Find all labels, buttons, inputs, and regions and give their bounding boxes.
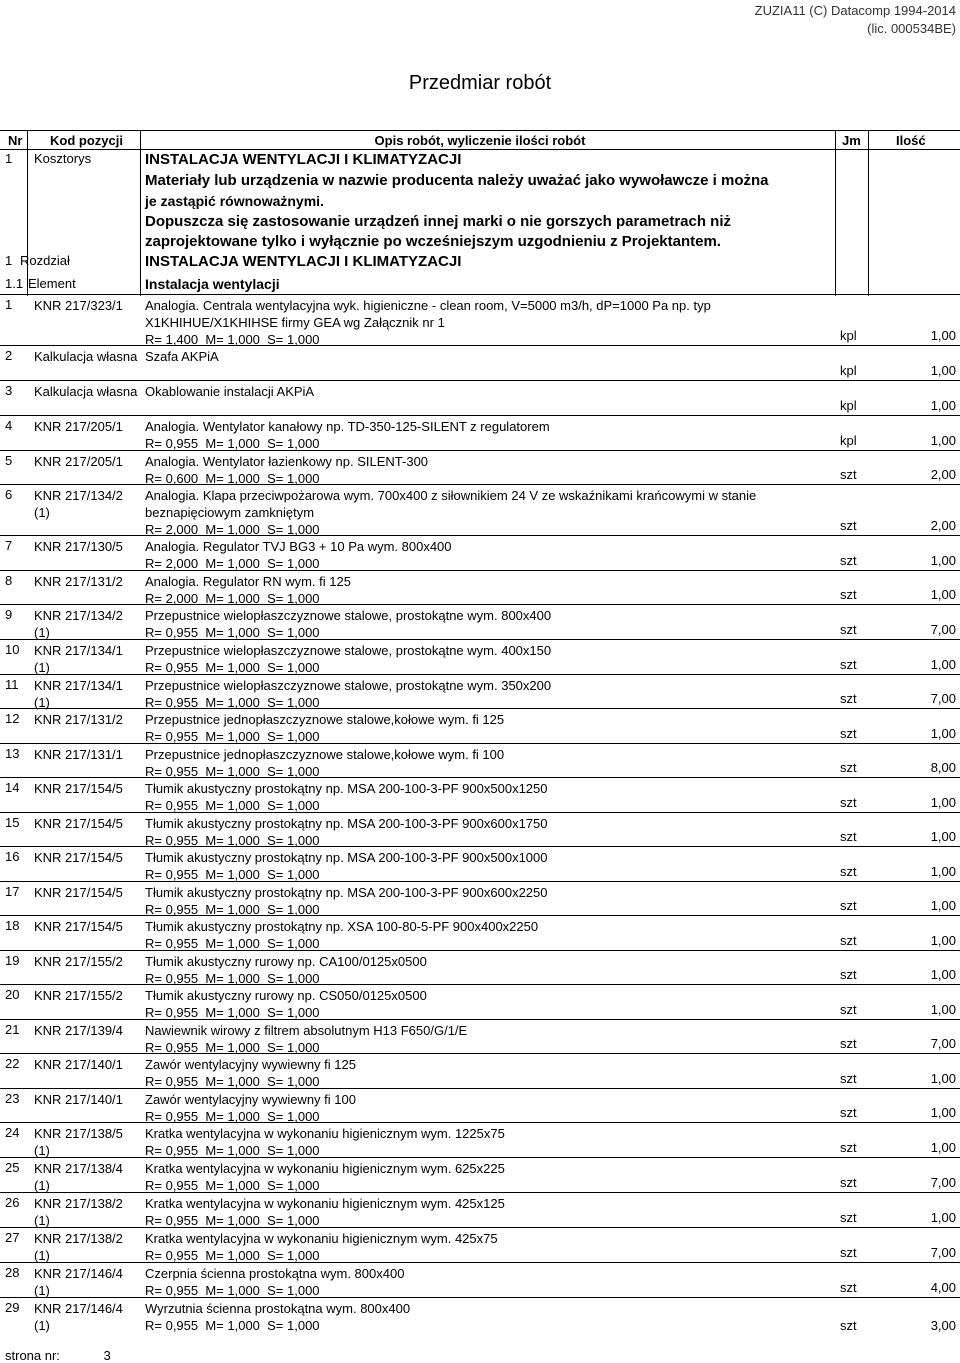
item-kod: KNR 217/205/1 xyxy=(34,454,123,469)
table-row xyxy=(0,450,960,485)
item-nr: 2 xyxy=(5,348,13,363)
table-row xyxy=(0,484,960,536)
page-label: strona nr: xyxy=(5,1348,60,1363)
item-ilosc: 4,00 xyxy=(930,1280,956,1295)
item-kod: KNR 217/131/2 xyxy=(34,712,123,727)
item-jm: szt xyxy=(840,1245,857,1260)
item-opis: Analogia. Centrala wentylacyjna wyk. higieniczne - clean room, V=5000 m3/h, dP=1000 Pa np. typ X1KHIHUE/X1KHIHSE firmy GEA wg Załącznik nr 1 xyxy=(145,298,711,330)
table-row xyxy=(0,984,960,1020)
kosztorys-section xyxy=(0,149,960,249)
item-nr: 1 xyxy=(5,297,13,312)
item-jm: szt xyxy=(840,1036,857,1051)
item-kod: KNR 217/138/5 (1) xyxy=(34,1126,123,1158)
page-footer xyxy=(5,1348,111,1363)
item-calc: R= 0,955 M= 1,000 S= 1,000 xyxy=(145,695,320,710)
item-nr: 6 xyxy=(5,487,13,502)
item-nr: 21 xyxy=(5,1022,20,1037)
kosztorys-note-2a: Dopuszcza się zastosowanie urządzeń innej marki o nie gorszych parametrach niż xyxy=(145,213,732,230)
item-kod: KNR 217/154/5 xyxy=(34,919,123,934)
item-jm: szt xyxy=(840,657,857,672)
item-opis: Kratka wentylacyjna w wykonaniu higienicznym wym. 425x125 xyxy=(145,1196,505,1211)
item-opis: Tłumik akustyczny prostokątny np. MSA 200-100-3-PF 900x500x1250 xyxy=(145,781,548,796)
item-ilosc: 1,00 xyxy=(930,898,956,913)
table-row xyxy=(0,1088,960,1123)
item-ilosc: 1,00 xyxy=(930,433,956,448)
item-jm: szt xyxy=(840,795,857,810)
item-opis: Tłumik akustyczny rurowy np. CA100/0125x0500 xyxy=(145,954,427,969)
item-jm: szt xyxy=(840,1210,857,1225)
item-ilosc: 1,00 xyxy=(930,933,956,948)
item-ilosc: 1,00 xyxy=(930,363,956,378)
item-nr: 7 xyxy=(5,538,13,553)
item-kod: KNR 217/155/2 xyxy=(34,988,123,1003)
table-row xyxy=(0,743,960,778)
item-calc: R= 0,600 M= 1,000 S= 1,000 xyxy=(145,471,320,486)
rozdzial-kod: Rozdział xyxy=(20,253,70,268)
item-ilosc: 2,00 xyxy=(930,518,956,533)
table-row xyxy=(0,1192,960,1228)
element-section xyxy=(0,273,960,295)
table-row xyxy=(0,1157,960,1193)
item-calc: R= 0,955 M= 1,000 S= 1,000 xyxy=(145,833,320,848)
program-line-2: (lic. 000534BE) xyxy=(867,21,956,36)
item-calc: R= 0,955 M= 1,000 S= 1,000 xyxy=(145,764,320,779)
item-jm: szt xyxy=(840,1318,857,1333)
item-opis: Wyrzutnia ścienna prostokątna wym. 800x400 xyxy=(145,1301,411,1316)
item-nr: 26 xyxy=(5,1195,20,1210)
item-calc: R= 0,955 M= 1,000 S= 1,000 xyxy=(145,1143,320,1158)
col-jm: Jm xyxy=(842,133,861,148)
item-calc: R= 1,400 M= 1,000 S= 1,000 xyxy=(145,332,320,347)
item-kod: KNR 217/134/1 (1) xyxy=(34,678,123,710)
item-opis: Tłumik akustyczny rurowy np. CS050/0125x0500 xyxy=(145,988,427,1003)
item-kod: Kalkulacja własna xyxy=(34,384,138,399)
item-kod: KNR 217/138/4 (1) xyxy=(34,1161,123,1193)
item-nr: 4 xyxy=(5,418,13,433)
item-ilosc: 1,00 xyxy=(930,726,956,741)
col-nr: Nr xyxy=(8,133,23,148)
table-row xyxy=(0,1227,960,1263)
item-nr: 22 xyxy=(5,1056,20,1071)
item-jm: szt xyxy=(840,864,857,879)
item-kod: KNR 217/138/2 (1) xyxy=(34,1196,123,1228)
item-calc: R= 0,955 M= 1,000 S= 1,000 xyxy=(145,625,320,640)
item-calc: R= 0,955 M= 1,000 S= 1,000 xyxy=(145,798,320,813)
kosztorys-nr: 1 xyxy=(5,151,13,166)
item-calc: R= 0,955 M= 1,000 S= 1,000 xyxy=(145,936,320,951)
item-jm: szt xyxy=(840,967,857,982)
rozdzial-title: INSTALACJA WENTYLACJI I KLIMATYZACJI xyxy=(145,253,462,270)
table-row xyxy=(0,881,960,916)
item-kod: KNR 217/131/1 xyxy=(34,747,123,762)
item-nr: 29 xyxy=(5,1300,20,1315)
item-opis: Czerpnia ścienna prostokątna wym. 800x400 xyxy=(145,1266,405,1281)
kosztorys-note-1b: je zastąpić równoważnymi. xyxy=(145,193,324,209)
item-opis: Przepustnice jednopłaszczyznowe stalowe,kołowe wym. fi 125 xyxy=(145,712,505,727)
item-nr: 14 xyxy=(5,780,20,795)
item-opis: Analogia. Regulator RN wym. fi 125 xyxy=(145,574,351,589)
table-row xyxy=(0,604,960,640)
program-info xyxy=(755,2,956,38)
item-kod: KNR 217/134/1 (1) xyxy=(34,643,123,675)
item-jm: szt xyxy=(840,1175,857,1190)
item-opis: Szafa AKPiA xyxy=(145,349,219,364)
element-nr: 1.1 xyxy=(5,276,24,291)
item-nr: 13 xyxy=(5,746,20,761)
item-kod: KNR 217/131/2 xyxy=(34,574,123,589)
item-jm: szt xyxy=(840,829,857,844)
item-jm: szt xyxy=(840,467,857,482)
item-calc: R= 0,955 M= 1,000 S= 1,000 xyxy=(145,436,320,451)
item-jm: szt xyxy=(840,691,857,706)
item-opis: Zawór wentylacyjny wywiewny fi 125 xyxy=(145,1057,356,1072)
item-calc: R= 0,955 M= 1,000 S= 1,000 xyxy=(145,1074,320,1089)
item-ilosc: 7,00 xyxy=(930,1245,956,1260)
item-ilosc: 1,00 xyxy=(930,1210,956,1225)
table-row xyxy=(0,294,960,346)
item-ilosc: 1,00 xyxy=(930,328,956,343)
col-opis: Opis robót, wyliczenie ilości robót xyxy=(374,133,586,148)
kosztorys-note-2b: zaprojektowane tylko i wyłącznie po wcześniejszym uzgodnieniu z Projektantem. xyxy=(145,233,721,250)
item-ilosc: 7,00 xyxy=(930,1175,956,1190)
table-row xyxy=(0,708,960,744)
item-calc: R= 0,955 M= 1,000 S= 1,000 xyxy=(145,902,320,917)
program-line-1: ZUZIA11 (C) Datacomp 1994-2014 xyxy=(754,3,956,18)
item-opis: Analogia. Wentylator kanałowy np. TD-350-125-SILENT z regulatorem xyxy=(145,419,550,434)
table-row xyxy=(0,812,960,847)
item-jm: kpl xyxy=(840,328,857,343)
item-nr: 15 xyxy=(5,815,20,830)
item-nr: 20 xyxy=(5,987,20,1002)
item-nr: 18 xyxy=(5,918,20,933)
table-row xyxy=(0,535,960,571)
table-row xyxy=(0,570,960,605)
item-ilosc: 1,00 xyxy=(930,1140,956,1155)
item-kod: KNR 217/146/4 (1) xyxy=(34,1266,123,1298)
item-kod: KNR 217/155/2 xyxy=(34,954,123,969)
item-calc: R= 0,955 M= 1,000 S= 1,000 xyxy=(145,1178,320,1193)
item-ilosc: 7,00 xyxy=(930,622,956,637)
item-calc: R= 2,000 M= 1,000 S= 1,000 xyxy=(145,522,320,537)
page-number: 3 xyxy=(103,1348,111,1363)
item-jm: szt xyxy=(840,518,857,533)
item-jm: szt xyxy=(840,933,857,948)
item-jm: szt xyxy=(840,622,857,637)
item-nr: 11 xyxy=(5,677,19,692)
item-jm: kpl xyxy=(840,363,857,378)
item-kod: KNR 217/134/2 (1) xyxy=(34,608,123,640)
item-calc: R= 0,955 M= 1,000 S= 1,000 xyxy=(145,1040,320,1055)
item-kod: KNR 217/323/1 xyxy=(34,298,123,313)
item-opis: Zawór wentylacyjny wywiewny fi 100 xyxy=(145,1092,356,1107)
item-opis: Tłumik akustyczny prostokątny np. MSA 200-100-3-PF 900x600x1750 xyxy=(145,816,548,831)
item-opis: Tłumik akustyczny prostokątny np. MSA 200-100-3-PF 900x600x2250 xyxy=(145,885,548,900)
table-row xyxy=(0,639,960,675)
item-kod: KNR 217/130/5 xyxy=(34,539,123,554)
item-ilosc: 1,00 xyxy=(930,657,956,672)
item-ilosc: 2,00 xyxy=(930,467,956,482)
item-nr: 23 xyxy=(5,1091,20,1106)
item-calc: R= 0,955 M= 1,000 S= 1,000 xyxy=(145,1318,320,1333)
item-ilosc: 1,00 xyxy=(930,1105,956,1120)
table-row xyxy=(0,674,960,709)
item-ilosc: 3,00 xyxy=(930,1318,956,1333)
item-kod: Kalkulacja własna xyxy=(34,349,138,364)
item-ilosc: 8,00 xyxy=(930,760,956,775)
item-opis: Kratka wentylacyjna w wykonaniu higienicznym wym. 625x225 xyxy=(145,1161,505,1176)
item-opis: Tłumik akustyczny prostokątny np. MSA 200-100-3-PF 900x500x1000 xyxy=(145,850,548,865)
item-kod: KNR 217/134/2 (1) xyxy=(34,488,123,520)
table-row xyxy=(0,1019,960,1054)
table-row xyxy=(0,1122,960,1158)
item-kod: KNR 217/138/2 (1) xyxy=(34,1231,123,1263)
item-opis: Przepustnice wielopłaszczyznowe stalowe, prostokątne wym. 400x150 xyxy=(145,643,552,658)
item-nr: 28 xyxy=(5,1265,20,1280)
table-row xyxy=(0,777,960,813)
item-nr: 3 xyxy=(5,383,13,398)
item-calc: R= 0,955 M= 1,000 S= 1,000 xyxy=(145,1213,320,1228)
item-calc: R= 0,955 M= 1,000 S= 1,000 xyxy=(145,867,320,882)
item-ilosc: 1,00 xyxy=(930,967,956,982)
item-kod: KNR 217/154/5 xyxy=(34,885,123,900)
item-jm: szt xyxy=(840,1071,857,1086)
item-opis: Analogia. Klapa przeciwpożarowa wym. 700x400 z siłownikiem 24 V ze wskaźnikami krańcowymi w stanie beznapięciowym zamkniętym xyxy=(145,488,757,520)
item-kod: KNR 217/140/1 xyxy=(34,1092,123,1107)
table-row xyxy=(0,950,960,985)
item-ilosc: 1,00 xyxy=(930,829,956,844)
item-kod: KNR 217/146/4 (1) xyxy=(34,1301,123,1333)
item-calc: R= 2,000 M= 1,000 S= 1,000 xyxy=(145,556,320,571)
item-jm: szt xyxy=(840,898,857,913)
item-kod: KNR 217/139/4 xyxy=(34,1023,123,1038)
item-jm: szt xyxy=(840,587,857,602)
item-calc: R= 0,955 M= 1,000 S= 1,000 xyxy=(145,729,320,744)
item-ilosc: 7,00 xyxy=(930,691,956,706)
item-opis: Kratka wentylacyjna w wykonaniu higienicznym wym. 425x75 xyxy=(145,1231,498,1246)
item-jm: szt xyxy=(840,760,857,775)
item-nr: 17 xyxy=(5,884,20,899)
item-nr: 19 xyxy=(5,953,20,968)
item-jm: szt xyxy=(840,1140,857,1155)
item-nr: 27 xyxy=(5,1230,20,1245)
table-row xyxy=(0,846,960,882)
item-calc: R= 0,955 M= 1,000 S= 1,000 xyxy=(145,1283,320,1298)
item-jm: szt xyxy=(840,726,857,741)
item-nr: 10 xyxy=(5,642,20,657)
table-row xyxy=(0,415,960,451)
col-ilosc: Ilość xyxy=(896,133,926,148)
table-row xyxy=(0,915,960,951)
item-kod: KNR 217/154/5 xyxy=(34,850,123,865)
item-opis: Nawiewnik wirowy z filtrem absolutnym H13 F650/G/1/E xyxy=(145,1023,468,1038)
item-opis: Kratka wentylacyjna w wykonaniu higienicznym wym. 1225x75 xyxy=(145,1126,505,1141)
item-nr: 24 xyxy=(5,1125,20,1140)
item-jm: kpl xyxy=(840,398,857,413)
item-kod: KNR 217/140/1 xyxy=(34,1057,123,1072)
item-ilosc: 1,00 xyxy=(930,398,956,413)
item-kod: KNR 217/154/5 xyxy=(34,781,123,796)
kosztorys-note-1a: Materiały lub urządzenia w nazwie producenta należy uważać jako wywoławcze i można xyxy=(145,172,769,189)
item-nr: 16 xyxy=(5,849,20,864)
item-kod: KNR 217/154/5 xyxy=(34,816,123,831)
item-calc: R= 0,955 M= 1,000 S= 1,000 xyxy=(145,1005,320,1020)
item-opis: Okablowanie instalacji AKPiA xyxy=(145,384,315,399)
item-opis: Przepustnice wielopłaszczyznowe stalowe, prostokątne wym. 800x400 xyxy=(145,608,552,623)
item-opis: Tłumik akustyczny prostokątny np. XSA 100-80-5-PF 900x400x2250 xyxy=(145,919,539,934)
kosztorys-kod: Kosztorys xyxy=(34,151,92,166)
item-ilosc: 7,00 xyxy=(930,1036,956,1051)
kosztorys-title: INSTALACJA WENTYLACJI I KLIMATYZACJI xyxy=(145,151,462,168)
item-ilosc: 1,00 xyxy=(930,864,956,879)
item-calc: R= 0,955 M= 1,000 S= 1,000 xyxy=(145,1248,320,1263)
item-nr: 9 xyxy=(5,607,13,622)
item-calc: R= 0,955 M= 1,000 S= 1,000 xyxy=(145,1109,320,1124)
item-jm: szt xyxy=(840,1105,857,1120)
item-nr: 5 xyxy=(5,453,13,468)
item-opis: Analogia. Regulator TVJ BG3 + 10 Pa wym. 800x400 xyxy=(145,539,452,554)
item-jm: szt xyxy=(840,1280,857,1295)
table-header xyxy=(0,130,960,150)
rozdzial-section xyxy=(0,250,960,272)
item-nr: 25 xyxy=(5,1160,20,1175)
item-nr: 8 xyxy=(5,573,13,588)
table-row xyxy=(0,1297,960,1336)
element-title: Instalacja wentylacji xyxy=(145,276,280,292)
item-ilosc: 1,00 xyxy=(930,1002,956,1017)
page-title: Przedmiar robót xyxy=(408,72,552,94)
item-opis: Przepustnice jednopłaszczyznowe stalowe,kołowe wym. fi 100 xyxy=(145,747,505,762)
table-row xyxy=(0,1053,960,1089)
table-row xyxy=(0,380,960,416)
item-ilosc: 1,00 xyxy=(930,553,956,568)
table-row xyxy=(0,1262,960,1298)
item-calc: R= 0,955 M= 1,000 S= 1,000 xyxy=(145,971,320,986)
item-kod: KNR 217/205/1 xyxy=(34,419,123,434)
item-calc: R= 0,955 M= 1,000 S= 1,000 xyxy=(145,660,320,675)
element-kod: Element xyxy=(28,276,76,291)
item-ilosc: 1,00 xyxy=(930,795,956,810)
rozdzial-nr: 1 xyxy=(5,253,13,268)
item-jm: szt xyxy=(840,1002,857,1017)
item-calc: R= 2,000 M= 1,000 S= 1,000 xyxy=(145,591,320,606)
item-jm: szt xyxy=(840,553,857,568)
item-opis: Przepustnice wielopłaszczyznowe stalowe, prostokątne wym. 350x200 xyxy=(145,678,552,693)
table-row xyxy=(0,345,960,381)
col-kod: Kod pozycji xyxy=(50,133,123,148)
item-ilosc: 1,00 xyxy=(930,587,956,602)
item-ilosc: 1,00 xyxy=(930,1071,956,1086)
item-nr: 12 xyxy=(5,711,20,726)
item-jm: kpl xyxy=(840,433,857,448)
item-opis: Analogia. Wentylator łazienkowy np. SILENT-300 xyxy=(145,454,429,469)
